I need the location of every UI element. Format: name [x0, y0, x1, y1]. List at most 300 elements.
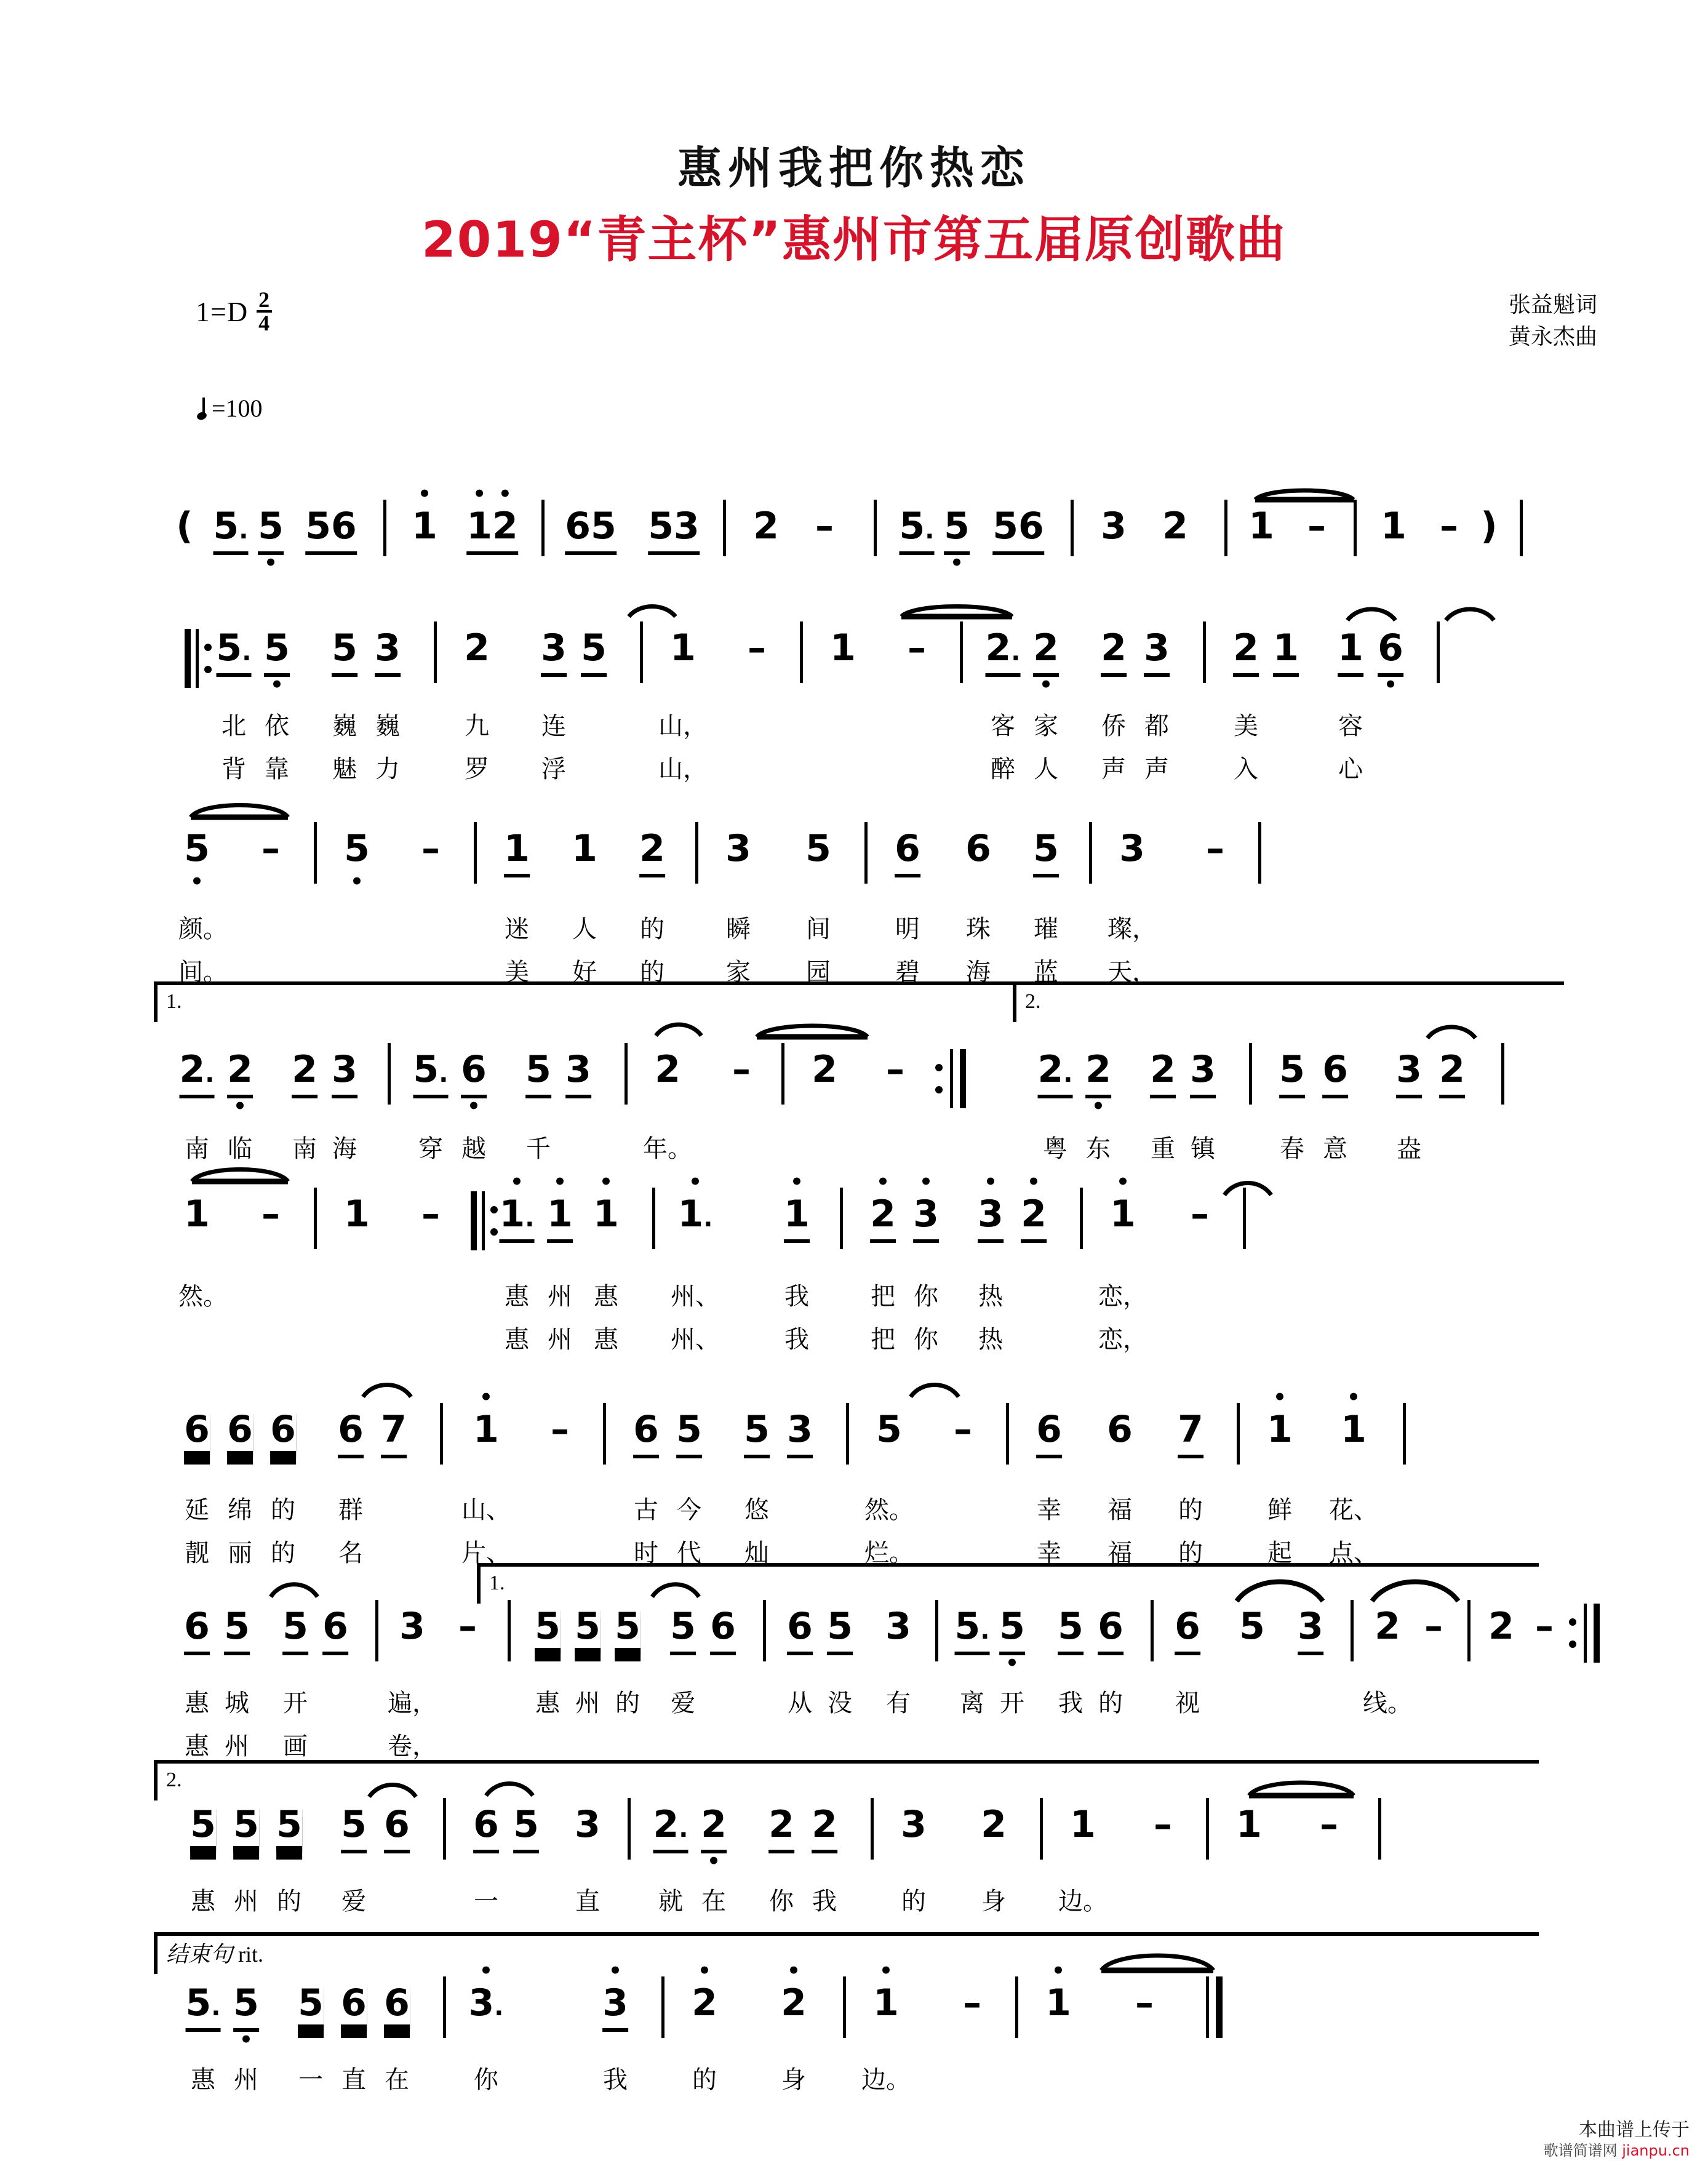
lyric-syllable: 热 — [978, 1325, 1003, 1354]
coda-label-cn: 结束句 — [166, 1942, 233, 1967]
note-group: 5 — [525, 1048, 551, 1098]
note-group: 5 — [827, 1605, 853, 1655]
note-group: 6 • — [1378, 626, 1403, 677]
slur-layer-chorus-b — [0, 1372, 1708, 1563]
lyric-syllable: 惠 — [185, 1732, 209, 1760]
barline — [314, 1188, 317, 1249]
lyric-syllable: 千 — [526, 1135, 551, 1163]
lyric-syllable: 山， — [658, 712, 708, 740]
note-group: 1 • — [1267, 1408, 1293, 1451]
lyric-syllable: 意 — [1323, 1135, 1347, 1163]
lyric-syllable: 连 — [541, 712, 566, 740]
lyric-syllable: 你 — [914, 1282, 938, 1311]
dash: – — [261, 1193, 280, 1236]
note-group: 5 — [744, 1408, 770, 1458]
volta-label: 1. — [489, 1572, 505, 1594]
lyric-syllable: 惠 — [535, 1689, 560, 1717]
lyric-syllable: 惠 — [505, 1282, 529, 1311]
lyric-syllable: 热 — [978, 1282, 1003, 1311]
barline — [388, 1043, 391, 1105]
note-group: 5 — [298, 1981, 324, 2024]
lyric-syllable: 间 — [806, 915, 831, 943]
note-group: 2 — [639, 827, 665, 877]
barline — [1437, 621, 1440, 683]
note-group: 1 • — [1110, 1193, 1136, 1236]
lyric-syllable: 把 — [871, 1282, 895, 1311]
note-group: 3 — [1190, 1048, 1216, 1098]
lyric-syllable: 群 — [338, 1496, 363, 1524]
note-group: 2 — [1439, 1048, 1465, 1098]
time-signature — [257, 289, 272, 334]
note-group: 3 — [725, 827, 751, 870]
note-group: 7 — [1178, 1408, 1203, 1458]
lyric-syllable: 家 — [726, 958, 751, 986]
note-group: 5 — [535, 1605, 561, 1648]
note-group: 53 — [648, 505, 700, 555]
note-group: 1 • — [593, 1193, 619, 1236]
note-group: 1 • — [784, 1193, 810, 1243]
lyric-syllable: 烂。 — [864, 1539, 914, 1567]
lyric-syllable: 璨， — [1107, 915, 1157, 943]
note-group: 3. • — [469, 1981, 504, 2024]
expression-rit: rit. — [238, 1942, 264, 1967]
barline — [1224, 500, 1227, 556]
barline — [603, 1403, 606, 1465]
note-group: 5 — [876, 1408, 902, 1451]
note-group: 1 — [1236, 1803, 1262, 1846]
lyric-syllable: 惠 — [505, 1325, 529, 1354]
barline — [383, 500, 386, 556]
lyric-syllable: 片、 — [461, 1539, 511, 1567]
lyric-syllable: 幸 — [1037, 1539, 1061, 1567]
dash: – — [1154, 1803, 1172, 1846]
barline — [1237, 1403, 1240, 1465]
key-label: 1=D — [196, 295, 249, 327]
lyric-syllable: 就 — [658, 1887, 683, 1916]
barline — [1467, 1600, 1471, 1661]
note-group: 5 • — [344, 827, 370, 870]
note-group: 2 — [768, 1803, 794, 1853]
dash: – — [1424, 1605, 1443, 1648]
dash: – — [815, 505, 834, 548]
volta-bracket-2 — [154, 1760, 1539, 1800]
note-group: 6 — [1175, 1605, 1200, 1655]
lyric-syllable: 你 — [914, 1325, 938, 1354]
lyric-syllable: 的 — [615, 1689, 640, 1717]
system-chorus-b — [0, 1372, 1708, 1567]
system-coda — [0, 1932, 1708, 2117]
note-group: 3 — [399, 1605, 425, 1648]
note-group: 1 • — [473, 1408, 499, 1451]
note-group: 2 — [1150, 1048, 1176, 1098]
lyric-syllable: 然。 — [178, 1282, 228, 1311]
system-chorus-c-volta1 — [0, 1563, 1708, 1760]
lyric-syllable: 幸 — [1037, 1496, 1061, 1524]
note-group: 2 • — [227, 1048, 253, 1098]
lyric-syllable: 珠 — [966, 915, 991, 943]
lyric-syllable: 间。 — [178, 958, 228, 986]
lyric-syllable: 粤 — [1043, 1135, 1068, 1163]
lyric-syllable: 好 — [572, 958, 597, 986]
barline — [661, 1976, 664, 2038]
barline — [695, 822, 698, 884]
lyric-syllable: 侨 — [1101, 712, 1126, 740]
watermark — [1544, 2119, 1690, 2160]
lyric-syllable: 代 — [677, 1539, 701, 1567]
barline — [443, 1976, 446, 2038]
note-group: 5 — [575, 1605, 601, 1648]
note-group: 6 — [1098, 1605, 1123, 1655]
lyric-syllable: 的 — [271, 1496, 295, 1524]
tempo-marking — [197, 394, 263, 423]
note-group: 5 — [1279, 1048, 1305, 1098]
note-group: 3 — [885, 1605, 911, 1648]
lyric-syllable: 海 — [332, 1135, 357, 1163]
note-group: 5. — [955, 1605, 990, 1655]
lyric-syllable: 力 — [375, 755, 400, 783]
system-intro — [0, 486, 1708, 560]
note-group: 56 — [992, 505, 1044, 555]
lyric-syllable: 家 — [1034, 712, 1058, 740]
note-group: 5 — [676, 1408, 702, 1458]
note-group: 1 •2 • — [466, 505, 518, 555]
lyric-syllable: 州 — [225, 1732, 249, 1760]
lyric-syllable: 春 — [1280, 1135, 1304, 1163]
dash: – — [963, 1981, 981, 2024]
lyric-syllable: 年。 — [643, 1135, 692, 1163]
system-chorus-c-volta2 — [0, 1760, 1708, 1932]
tempo-value: =100 — [212, 394, 263, 422]
lyric-syllable: 身 — [781, 2066, 806, 2094]
note-group: 5 • — [944, 505, 970, 555]
lyric-syllable: 南 — [185, 1135, 209, 1163]
note-group: 6 — [384, 1981, 410, 2024]
note-group: 65 — [565, 505, 617, 555]
barline — [843, 1976, 846, 2038]
lyric-syllable: 州 — [575, 1689, 600, 1717]
composer-credit: 黄永杰曲 — [1508, 324, 1597, 350]
lyric-syllable: 画 — [283, 1732, 308, 1760]
barline — [800, 621, 803, 683]
note-group: 6 — [1036, 1408, 1062, 1458]
note-group: 2 • — [1085, 1048, 1111, 1098]
note-group: 5. — [900, 505, 935, 555]
dash: – — [551, 1408, 569, 1451]
note-group: 5 — [332, 626, 357, 677]
volta-label: 1. — [166, 990, 182, 1013]
barline — [874, 500, 877, 556]
lyric-syllable: 在 — [385, 2066, 409, 2094]
volta-bracket-2 — [1013, 981, 1564, 1022]
dash: – — [1440, 505, 1458, 548]
note-group: 7 — [381, 1408, 407, 1458]
note-group: 5 — [581, 626, 607, 677]
lyric-syllable: 遍， — [388, 1689, 437, 1717]
lyric-syllable: 南 — [292, 1135, 317, 1163]
barline — [935, 1600, 938, 1661]
note-group: 1 — [1273, 626, 1299, 677]
barline — [1354, 500, 1357, 556]
volta-bracket-1 — [154, 981, 1013, 1022]
lyric-syllable: 开 — [1000, 1689, 1024, 1717]
lyric-syllable: 直 — [341, 2066, 366, 2094]
key-and-time-signature — [196, 289, 272, 334]
system-chorus-a — [0, 1163, 1708, 1354]
dash: – — [1535, 1605, 1554, 1648]
lyric-syllable: 没 — [828, 1689, 852, 1717]
credits — [1509, 289, 1597, 353]
time-signature-denominator: 4 — [258, 311, 271, 336]
note-group: 2 — [464, 626, 490, 669]
lyric-syllable: 爱 — [671, 1689, 695, 1717]
lyric-syllable: 入 — [1234, 755, 1258, 783]
lyric-syllable: 声 — [1101, 755, 1126, 783]
barline — [508, 1600, 511, 1661]
note-group: 5 — [233, 1803, 259, 1846]
barline — [723, 500, 726, 556]
barline — [1258, 822, 1261, 884]
barline — [781, 1043, 784, 1105]
lyric-syllable: 镇 — [1191, 1135, 1215, 1163]
watermark-site-en: jianpu.cn — [1622, 2142, 1690, 2159]
dash: – — [421, 827, 440, 870]
note-group: 2 — [1233, 626, 1259, 677]
lyric-syllable: 丽 — [228, 1539, 252, 1567]
note-group: 6 — [384, 1803, 410, 1853]
lyric-syllable: 的 — [692, 2066, 717, 2094]
note-group: 6 — [270, 1408, 296, 1451]
note-group: 5 — [805, 827, 831, 870]
dash: – — [908, 626, 926, 669]
lyric-syllable: 直 — [575, 1887, 600, 1916]
watermark-site-cn: 歌谱简谱网 — [1543, 2142, 1618, 2159]
note-group: 5 — [224, 1605, 250, 1655]
lyric-syllable: 人 — [1034, 755, 1058, 783]
lyric-syllable: 的 — [1178, 1496, 1203, 1524]
barline — [314, 822, 317, 884]
barline — [1520, 500, 1523, 556]
note-group: 2 • — [692, 1981, 717, 2024]
quarter-note-icon — [197, 396, 209, 421]
note-group: 5 • — [264, 626, 290, 677]
note-group: 5. — [217, 626, 252, 677]
lyric-syllable: 的 — [271, 1539, 295, 1567]
note-group: 2 • — [1021, 1193, 1047, 1243]
note-group: 5 — [1058, 1605, 1083, 1655]
barline — [640, 621, 643, 683]
note-group: 1 — [670, 626, 696, 669]
note-group: 3 — [787, 1408, 813, 1458]
lyric-syllable: 的 — [277, 1887, 301, 1916]
lyric-syllable: 边。 — [1058, 1887, 1107, 1916]
lyric-syllable: 我 — [784, 1325, 809, 1354]
lyric-syllable: 惠 — [594, 1325, 618, 1354]
note-group: 1 — [1070, 1803, 1096, 1846]
note-group: 2 — [655, 1048, 680, 1091]
intro-paren-open: ( — [176, 505, 193, 548]
note-group: 1 — [1248, 505, 1274, 548]
note-group: 1 — [1338, 626, 1363, 677]
barline — [440, 1403, 443, 1465]
note-group: 5 — [190, 1803, 216, 1846]
note-group: 1 — [184, 1193, 210, 1236]
barline — [1071, 500, 1074, 556]
lyric-syllable: 海 — [966, 958, 991, 986]
lyric-syllable: 醉 — [991, 755, 1015, 783]
barline — [1501, 1043, 1504, 1105]
lyric-syllable: 山， — [658, 755, 708, 783]
note-group: 5. — [186, 1981, 221, 2032]
note-group: 1 — [830, 626, 856, 669]
lyric-syllable: 瞬 — [726, 915, 751, 943]
note-group: 2 — [1162, 505, 1188, 548]
lyric-syllable: 背 — [221, 755, 246, 783]
lyric-syllable: 北 — [221, 712, 246, 740]
note-group: 5 — [1033, 827, 1059, 877]
dash: – — [1206, 827, 1224, 870]
dash: – — [886, 1048, 904, 1091]
note-group: 3 — [575, 1803, 601, 1846]
note-group: 3 • — [602, 1981, 628, 2032]
note-group: 6 — [787, 1605, 813, 1655]
note-group: 2. — [180, 1048, 215, 1098]
lyric-syllable: 颜。 — [178, 915, 228, 943]
dash: – — [1135, 1981, 1154, 2024]
barline — [960, 621, 963, 683]
lyric-syllable: 盎 — [1397, 1135, 1421, 1163]
lyric-syllable: 的 — [640, 958, 664, 986]
lyric-syllable: 越 — [461, 1135, 486, 1163]
note-group: 3 — [375, 626, 401, 677]
note-group: 6 — [338, 1408, 364, 1458]
note-group: 5 — [282, 1605, 308, 1655]
note-group: 3 • — [913, 1193, 939, 1243]
lyric-syllable: 靠 — [265, 755, 289, 783]
lyric-syllable: 然。 — [864, 1496, 914, 1524]
lyric-syllable: 花、 — [1329, 1496, 1378, 1524]
note-group: 2 — [812, 1803, 837, 1853]
note-group: 2 • — [701, 1803, 727, 1853]
note-group: 6 — [227, 1408, 253, 1451]
note-group: 2 — [1488, 1605, 1514, 1648]
barline — [1403, 1403, 1406, 1465]
volta-label: 2. — [166, 1768, 182, 1791]
barline — [1243, 1188, 1246, 1249]
lyric-syllable: 容 — [1338, 712, 1363, 740]
barline — [1080, 1188, 1083, 1249]
note-group: 6 — [184, 1605, 210, 1655]
lyric-syllable: 迷 — [505, 915, 529, 943]
note-group: 6 — [895, 827, 920, 877]
lyric-syllable: 我 — [1058, 1689, 1083, 1717]
note-group: 3 — [565, 1048, 591, 1098]
dash: – — [1320, 1803, 1338, 1846]
lyric-syllable: 延 — [185, 1496, 209, 1524]
barline — [625, 1043, 628, 1105]
note-group: 6 — [710, 1605, 736, 1655]
barline — [652, 1188, 655, 1249]
lyric-syllable: 名 — [338, 1539, 363, 1567]
lyric-syllable: 蓝 — [1034, 958, 1058, 986]
lyric-syllable: 视 — [1175, 1689, 1200, 1717]
lyric-syllable: 你 — [769, 1887, 794, 1916]
lyric-syllable: 悠 — [744, 1496, 769, 1524]
barline — [541, 500, 545, 556]
lyric-syllable: 临 — [228, 1135, 252, 1163]
slur-layer-v1b — [0, 800, 1708, 978]
note-group: 5 — [276, 1803, 302, 1846]
volta-label: 2. — [1025, 990, 1041, 1013]
lyric-syllable: 绵 — [228, 1496, 252, 1524]
lyric-syllable: 福 — [1107, 1496, 1132, 1524]
barline — [1378, 1798, 1381, 1860]
lyric-syllable: 惠 — [191, 2066, 215, 2094]
note-group: 6 — [322, 1605, 348, 1655]
note-group: 2. — [986, 626, 1021, 677]
note-group: 1 — [572, 827, 597, 870]
lyric-syllable: 声 — [1144, 755, 1169, 783]
dash: – — [954, 1408, 972, 1451]
lyric-syllable: 九 — [465, 712, 489, 740]
note-group: 5 • — [184, 827, 210, 870]
lyric-syllable: 开 — [283, 1689, 308, 1717]
note-group: 1 • — [1341, 1408, 1367, 1451]
note-group: 3 — [332, 1048, 357, 1098]
lyric-syllable: 巍 — [332, 712, 357, 740]
note-group: 6 • — [461, 1048, 487, 1098]
lyric-syllable: 恋， — [1098, 1282, 1147, 1311]
lyric-syllable: 鲜 — [1267, 1496, 1292, 1524]
barline — [840, 1188, 843, 1249]
lyric-syllable: 浮 — [541, 755, 566, 783]
barline — [1015, 1976, 1018, 2038]
lyric-syllable: 州、 — [671, 1325, 720, 1354]
note-group: 1 • — [1045, 1981, 1071, 2024]
page-title: 惠州我把你热恋 — [677, 142, 1031, 194]
barline — [1006, 1403, 1009, 1465]
lyric-syllable: 灿 — [744, 1539, 769, 1567]
lyric-syllable: 人 — [572, 915, 597, 943]
note-group: 5. — [214, 505, 249, 555]
note-group: 6 — [473, 1803, 499, 1853]
barline — [1351, 1600, 1354, 1661]
note-group: 6 — [965, 827, 991, 870]
page-subtitle: 2019“青主杯”惠州市第五届原创歌曲 — [421, 211, 1287, 268]
lyric-syllable: 卷， — [388, 1732, 437, 1760]
note-group: 3 — [1396, 1048, 1422, 1098]
lyric-syllable: 碧 — [895, 958, 920, 986]
lyric-syllable: 穿 — [418, 1135, 443, 1163]
dash: – — [458, 1605, 477, 1648]
barline — [375, 1600, 378, 1661]
watermark-line-2 — [1544, 2141, 1690, 2160]
lyric-syllable: 山、 — [461, 1496, 511, 1524]
note-group: 6 — [633, 1408, 659, 1458]
lyric-syllable: 靓 — [185, 1539, 209, 1567]
lyric-syllable: 惠 — [191, 1887, 215, 1916]
barline — [1151, 1600, 1154, 1661]
dash: – — [1191, 1193, 1209, 1236]
volta-bracket-1 — [477, 1563, 1539, 1604]
lyric-syllable: 一 — [298, 2066, 323, 2094]
lyric-syllable: 的 — [640, 915, 664, 943]
lyric-syllable: 我 — [603, 2066, 628, 2094]
note-group: 1. • — [678, 1193, 713, 1236]
lyric-syllable: 的 — [1098, 1689, 1123, 1717]
lyric-syllable: 身 — [981, 1887, 1006, 1916]
barline — [763, 1600, 766, 1661]
dash: – — [261, 827, 280, 870]
